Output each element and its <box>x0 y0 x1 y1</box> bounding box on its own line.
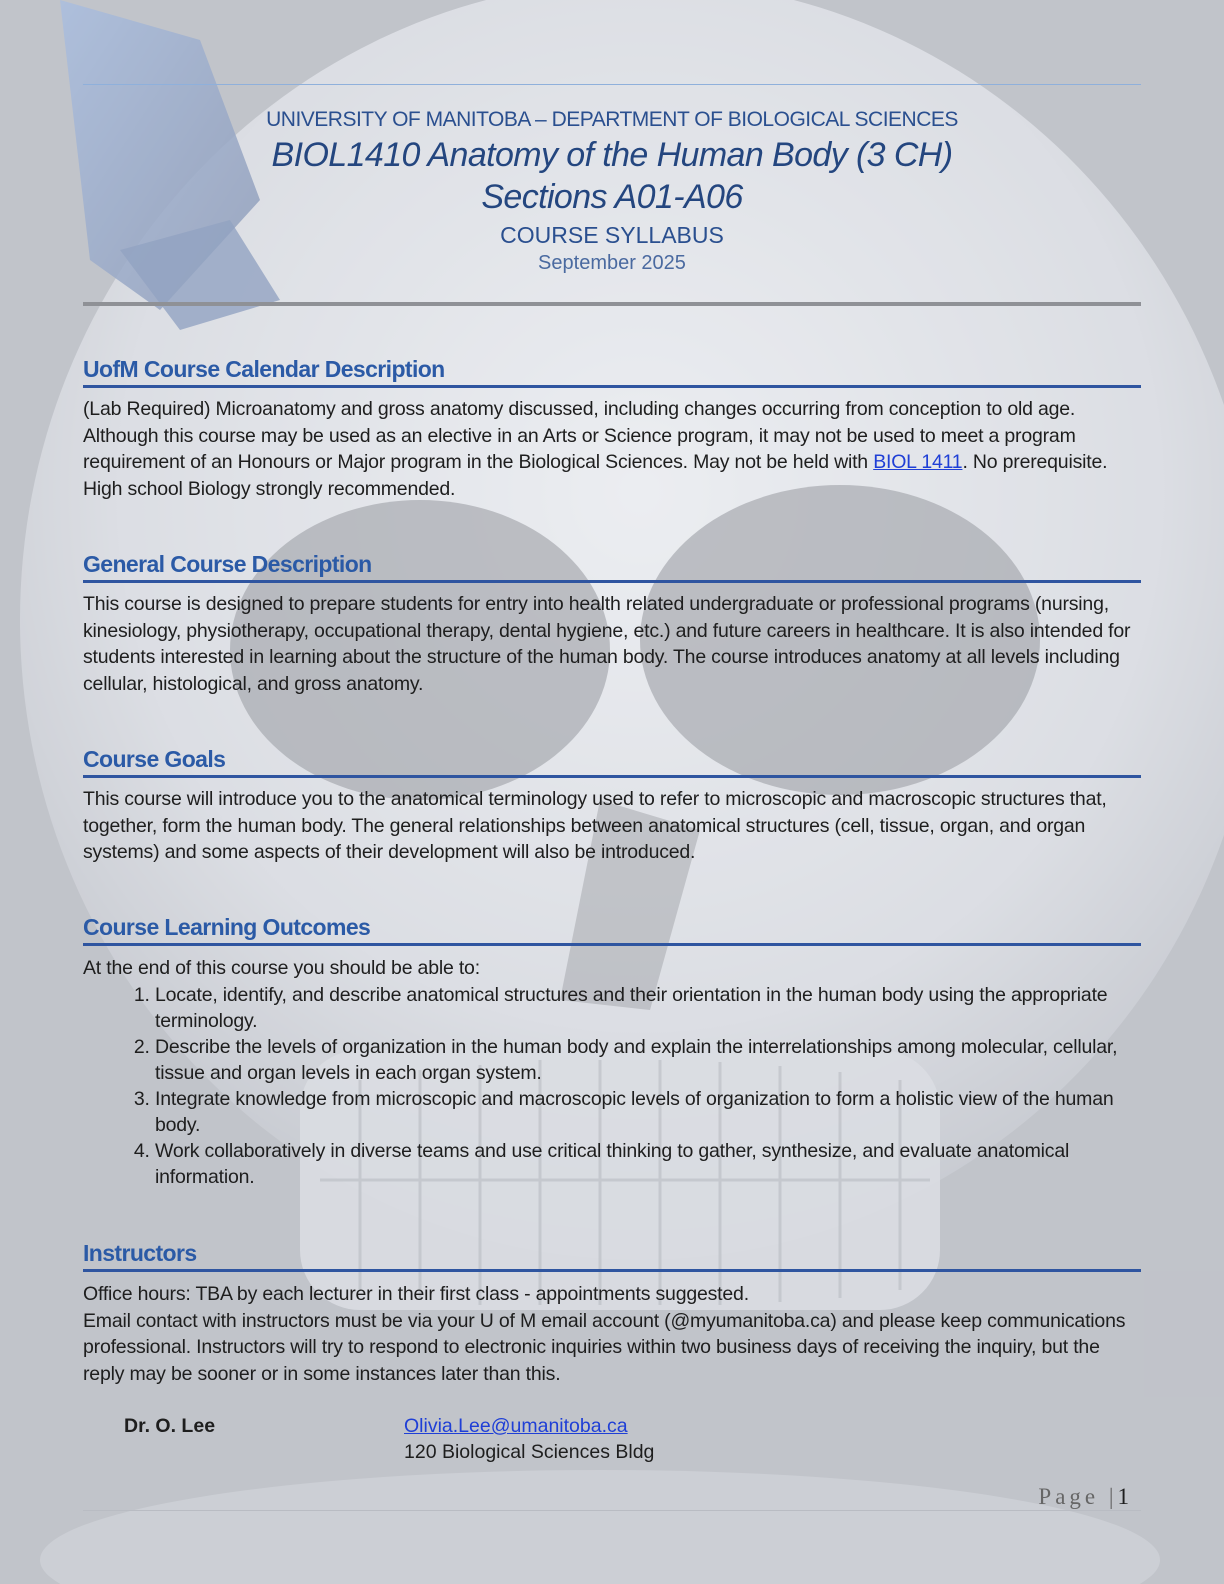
section-heading: General Course Description <box>83 550 1141 583</box>
document-date: September 2025 <box>538 252 686 274</box>
course-sections: Sections A01-A06 <box>481 178 743 216</box>
calendar-text-end: . No prerequisite. High school Biology strongly recommended. <box>83 451 1108 500</box>
course-title: BIOL1410 Anatomy of the Human Body (3 CH) <box>271 136 953 174</box>
section-heading: Course Learning Outcomes <box>83 913 1141 946</box>
list-item: 2. Describe the levels of organization in the human body and explain the interrelationships among molecular, cellular, tissue and organ levels in each organ system. <box>155 1034 1141 1086</box>
general-description-text: This course is designed to prepare students for entry into health related undergraduate or professional programs (nursing, kinesiology, physiotherapy, occupational therapy, dental hygiene, etc.) and future careers in healthcare. It is also intended for students interested in learning about the structure of the human body. The course introduces anatomy at all levels including cellular, histological, and gross anatomy. <box>83 593 1131 695</box>
calendar-description-text <box>83 396 1141 502</box>
footer-rule <box>83 1510 1141 1511</box>
list-item: 3. Integrate knowledge from microscopic and macroscopic levels of organization to form a holistic view of the human body. <box>155 1086 1141 1138</box>
page-separator: | <box>1108 1484 1118 1509</box>
page-number <box>1038 1484 1129 1510</box>
list-item: 1. Locate, identify, and describe anatomical structures and their orientation in the human body using the appropriate terminology. <box>155 982 1141 1034</box>
page-label: Page <box>1038 1484 1100 1509</box>
learning-outcomes-section <box>83 913 1141 1190</box>
biol-1411-link[interactable]: BIOL 1411 <box>873 451 963 473</box>
instructor-name: Dr. O. Lee <box>124 1415 216 1437</box>
document-type: COURSE SYLLABUS <box>500 222 724 248</box>
instructors-section <box>83 1239 1141 1387</box>
calendar-description-section <box>83 355 1141 502</box>
header-top-rule <box>83 84 1141 85</box>
page-number-value: 1 <box>1117 1484 1129 1509</box>
department-line: UNIVERSITY OF MANITOBA – DEPARTMENT OF BIOLOGICAL SCIENCES <box>266 108 958 131</box>
instructor-email-link[interactable]: Olivia.Lee@umanitoba.ca <box>404 1415 628 1437</box>
course-goals-section <box>83 745 1141 866</box>
calendar-text-start: (Lab Required) Microanatomy and gross anatomy discussed, including changes occurring from conception to old age. Although this course may be used as an elective in an Arts or Science program, it may not be used to meet a program requirement of an Honours or Major program in the Biological Sciences. May not be held with <box>83 398 1076 473</box>
outcomes-intro: At the end of this course you should be able to: <box>83 957 480 979</box>
section-heading: UofM Course Calendar Description <box>83 355 1141 388</box>
course-goals-text: This course will introduce you to the anatomical terminology used to refer to microscopic and macroscopic structures that, together, form the human body. The general relationships between anatomical structures (cell, tissue, organ, and organ systems) and some aspects of their development will also be introduced. <box>83 788 1107 863</box>
email-policy-text: Email contact with instructors must be via your U of M email account (@myumanitoba.ca) and please keep communications professional. Instructors will try to respond to electronic inquiries within two business days of receiving the inquiry, but the reply may be sooner or in some instances later than this. <box>83 1309 1126 1385</box>
instructor-office: 120 Biological Sciences Bldg <box>404 1441 655 1463</box>
document-header <box>83 106 1141 276</box>
outcomes-list <box>83 982 1141 1190</box>
section-heading: Course Goals <box>83 745 1141 778</box>
general-description-section <box>83 550 1141 697</box>
list-item: 4. Work collaboratively in diverse teams and use critical thinking to gather, synthesize, and evaluate anatomical information. <box>155 1138 1141 1190</box>
office-hours-text: Office hours: TBA by each lecturer in their first class - appointments suggested. <box>83 1283 749 1305</box>
header-bottom-rule <box>83 302 1141 306</box>
section-heading: Instructors <box>83 1239 1141 1272</box>
